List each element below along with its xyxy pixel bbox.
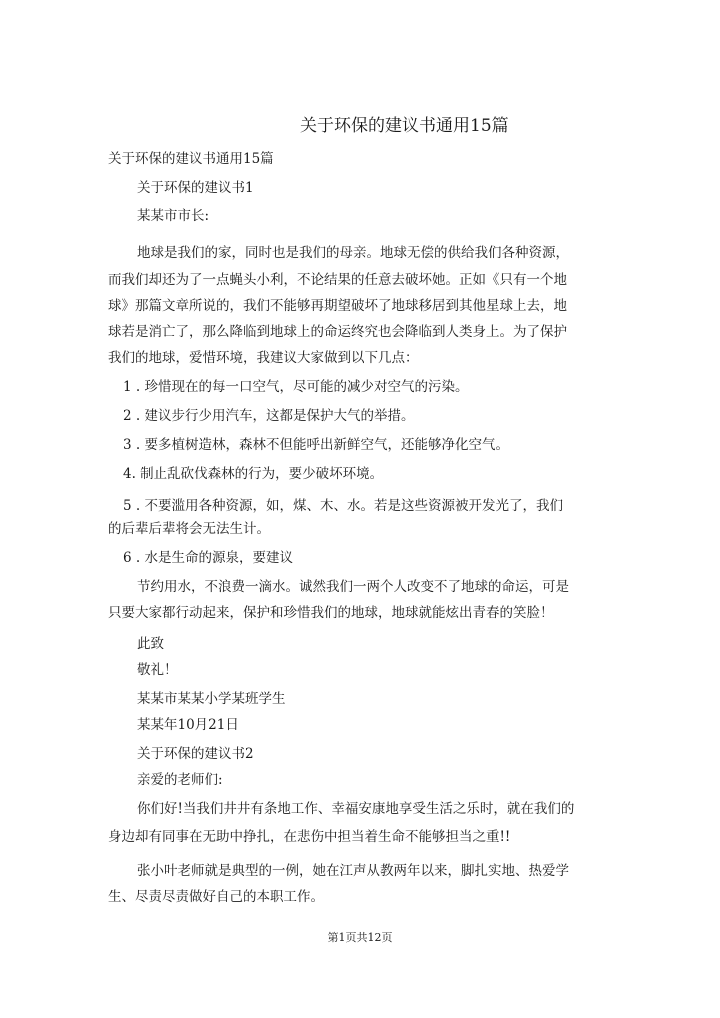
paragraph-line: 我们的地球，爱惜环境，我建议大家做到以下几点： <box>108 350 419 366</box>
signature-line: 某某市某某小学某班学生 <box>137 691 286 707</box>
paragraph-line: 身边却有同事在无助中挣扎，在悲伤中担当着生命不能够担当之重!! <box>108 829 511 845</box>
section-heading: 关于环保的建议书1 <box>137 180 254 196</box>
paragraph-line: 节约用水，不浪费一滴水。诚然我们一两个人改变不了地球的命运，可是 <box>137 579 569 595</box>
closing-line: 敬礼！ <box>137 662 178 678</box>
paragraph-line: 地球是我们的家，同时也是我们的母亲。地球无偿的供给我们各种资源， <box>137 245 569 261</box>
list-item: 5 . 不要滥用各种资源，如，煤、木、水。若是这些资源被开发光了，我们 <box>123 498 563 514</box>
paragraph-line: 只要大家都行动起来，保护和珍惜我们的地球，地球就能炫出青春的笑脸！ <box>108 605 554 621</box>
paragraph-line: 你们好!当我们井井有条地工作、幸福安康地享受生活之乐时，就在我们的 <box>137 801 575 817</box>
document-title: 关于环保的建议书通用15篇 <box>300 116 509 136</box>
paragraph-line: 张小叶老师就是典型的一例，她在江声从教两年以来，脚扎实地、热爱学 <box>137 863 569 879</box>
closing-line: 此致 <box>137 636 164 652</box>
list-item: 3 . 要多植树造林，森林不但能呼出新鲜空气，还能够净化空气。 <box>123 437 509 453</box>
salutation: 某某市市长: <box>137 208 210 224</box>
paragraph-line: 球若是消亡了，那么降临到地球上的命运终究也会降临到人类身上。为了保护 <box>108 324 567 340</box>
date-line: 某某年10月21日 <box>137 717 239 733</box>
paragraph-line: 球》那篇文章所说的，我们不能够再期望破坏了地球移居到其他星球上去，地 <box>108 298 567 314</box>
salutation: 亲爱的老师们: <box>137 772 223 788</box>
paragraph-line: 而我们却还为了一点蝇头小利，不论结果的任意去破坏她。正如《只有一个地 <box>108 272 567 288</box>
list-item: 6 . 水是生命的源泉，要建议 <box>123 550 293 566</box>
list-item: 4. 制止乱砍伐森林的行为，要少破坏环境。 <box>123 466 384 482</box>
paragraph-line: 生、尽责尽责做好自己的本职工作。 <box>108 889 324 905</box>
paragraph-line: 的后辈后辈将会无法生计。 <box>108 521 270 537</box>
section-heading: 关于环保的建议书2 <box>137 746 254 762</box>
list-item: 2 . 建议步行少用汽车，这都是保护大气的举措。 <box>123 408 415 424</box>
list-item: 1 . 珍惜现在的每一口空气，尽可能的减少对空气的污染。 <box>123 379 469 395</box>
subtitle-line: 关于环保的建议书通用15篇 <box>108 151 274 167</box>
page-footer: 第1页共12页 <box>327 931 393 944</box>
